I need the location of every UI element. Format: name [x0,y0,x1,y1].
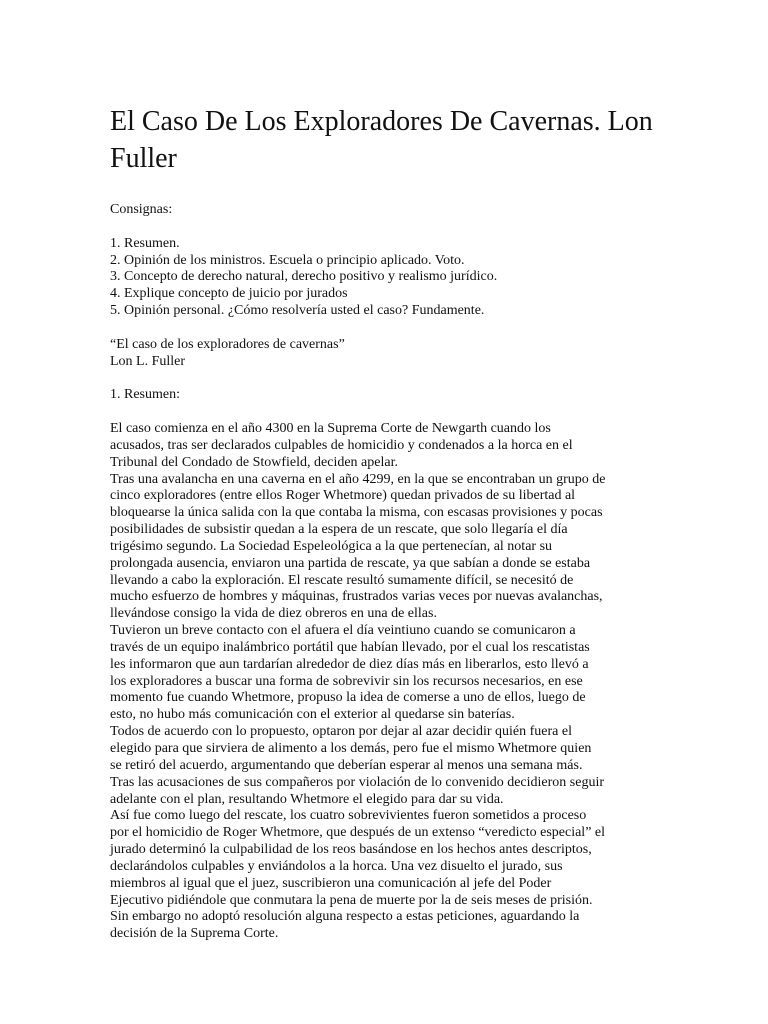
body-line: acusados, tras ser declarados culpables de homicidio y condenados a la horca en el [110,437,573,453]
document-page [110,103,670,943]
body-text [110,421,670,943]
body-line: El caso comienza en el año 4300 en la Suprema Corte de Newgarth cuando los [110,420,551,436]
body-line: llevándose consigo la vida de diez obreros en una de ellas. [110,606,437,622]
consigna-item: 2. Opinión de los ministros. Escuela o principio aplicado. Voto. [110,252,465,268]
body-line: trigésimo segundo. La Sociedad Espeleológica a la que pertenecían, al notar su [110,538,553,554]
body-line: Así fue como luego del rescate, los cuatro sobrevivientes fueron sometidos a proceso [110,808,587,824]
blank-line [110,219,670,236]
body-line: cinco exploradores (entre ellos Roger Whetmore) quedan privados de su libertad al [110,488,576,504]
body-line: se retiró del acuerdo, argumentando que deberían esperar al menos una semana más. [110,757,583,773]
body-line: prolongada ausencia, enviaron una partida de rescate, ya que sabían a donde se estaba [110,555,591,571]
body-line: bloquearse la única salida con la que contaba la misma, con escasas provisiones y pocas [110,505,603,521]
blank-line [110,320,670,337]
consignas-label: Consignas: [110,202,173,217]
body-line: través de un equipo inalámbrico portátil que habían llevado, por el cual los rescatistas [110,639,590,655]
body-line: Ejecutivo pidiéndole que conmutara la pena de muerte por la de seis meses de prisión. [110,892,593,908]
consigna-item: 1. Resumen. [110,235,180,251]
body-line: elegido para que sirviera de alimento a los demás, pero fue el mismo Whetmore quien [110,741,592,756]
body-line: Tuvieron un breve contacto con el afuera el día veintiuno cuando se comunicaron a [110,623,576,639]
blank-line [110,370,670,387]
body-line: momento fue cuando Whetmore, propuso la idea de comerse a uno de ellos, luego de [110,690,586,706]
body-line: jurado determinó la culpabilidad de los reos basándose en los hechos antes descriptos, [110,842,592,858]
body-line: Tribunal del Condado de Stowfield, deciden apelar. [110,454,398,470]
consignas-list [110,236,670,320]
body-line: decisión de la Suprema Corte. [110,926,279,942]
body-line: mucho esfuerzo de hombres y máquinas, frustrados varias veces por nuevas avalanchas, [110,589,603,605]
quote-title: “El caso de los exploradores de cavernas” [110,336,345,352]
consigna-item: 4. Explique concepto de juicio por jurados [110,286,348,302]
consigna-item: 3. Concepto de derecho natural, derecho positivo y realismo jurídico. [110,269,498,285]
document-title: El Caso De Los Exploradores De Cavernas. Lon Fuller [110,106,653,174]
section-heading: 1. Resumen: [110,387,180,403]
body-line: por el homicidio de Roger Whetmore, que después de un extenso “veredicto especial” el [110,825,606,841]
quote-author: Lon L. Fuller [110,353,186,369]
blank-line [110,404,670,421]
body-line: les informaron que aun tardarían alrededor de diez días más en liberarlos, esto llevó a [110,656,589,672]
body-line: Tras las acusaciones de sus compañeros por violación de lo convenido decidieron seguir [110,774,605,790]
body-line: adelante con el plan, resultando Whetmore el elegido para dar su vida. [110,791,504,807]
body-line: Todos de acuerdo con lo propuesto, optaron por dejar al azar decidir quién fuera el [110,724,572,740]
consigna-item: 5. Opinión personal. ¿Cómo resolvería usted el caso? Fundamente. [110,303,485,319]
body-line: Tras una avalancha en una caverna en el año 4299, en la que se encontraban un grupo de [110,471,606,487]
body-line: declarándolos culpables y enviándolos a la horca. Una vez disuelto el jurado, sus [110,858,563,874]
body-line: posibilidades de subsistir quedan a la espera de un rescate, que solo llegaría el día [110,522,568,538]
body-line: esto, no hubo más comunicación con el exterior al quedarse sin baterías. [110,707,515,723]
body-line: llevando a cabo la exploración. El rescate resultó sumamente difícil, se necesitó de [110,572,574,588]
body-line: los exploradores a buscar una forma de sobrevivir sin los recursos necesarios, en ese [110,673,583,689]
body-line: Sin embargo no adoptó resolución alguna respecto a estas peticiones, aguardando la [110,909,580,925]
body-line: miembros al igual que el juez, suscribieron una comunicación al jefe del Poder [110,875,552,891]
